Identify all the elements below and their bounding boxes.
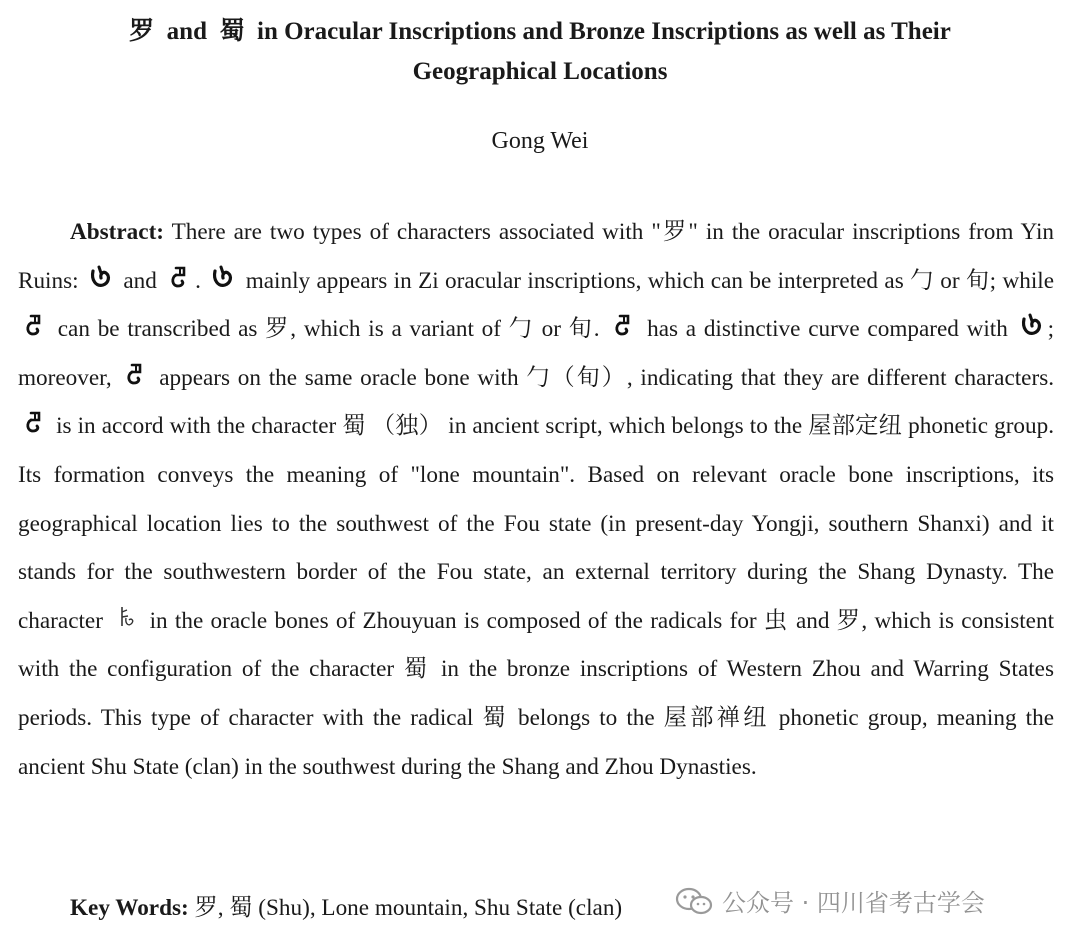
oracle-glyph-b-icon <box>122 361 148 387</box>
abstract-text-1: There are two types of characters associated with "罗" in the oracular inscriptions from Yin Ruins: <box>18 219 1054 294</box>
author-name: Gong Wei <box>491 128 589 154</box>
title-and: and <box>166 18 207 45</box>
abstract-text-8: appears on the same oracle bone with 勹（旬）, indicating that they are different characters. <box>159 364 1055 391</box>
abstract-label: Abstract: <box>70 219 165 245</box>
keywords-label: Key Words: <box>70 895 189 921</box>
abstract-text-10: in the oracle bones of Zhouyuan is composed of the radicals for 虫 and 罗, which is consistent with the configuration of the character 蜀 in the bronze inscriptions of Western Zhou and Warring States periods. This type of character with the radical 蜀 belongs to the 屋部禅纽 phonetic group, meaning the ancient Shu State (clan) in the southwest during the Shang and Zhou Dynasties. <box>18 607 1055 780</box>
wechat-icon <box>674 886 714 916</box>
title-char-1: 罗 <box>129 18 155 45</box>
abstract-text-5: can be transcribed as 罗, which is a variant of 勹 or 旬. <box>57 316 600 343</box>
abstract-text-2: and <box>123 267 157 294</box>
title-char-2: 蜀 <box>219 18 245 45</box>
oracle-glyph-b-icon <box>21 409 47 435</box>
abstract-paragraph <box>18 208 1054 791</box>
abstract-text-6: has a distinctive curve compared with <box>647 316 1008 343</box>
abstract-text-3: . <box>195 267 201 294</box>
oracle-glyph-b-icon <box>610 312 636 338</box>
watermark-text: 公众号 · 四川省考古学会 <box>722 889 985 917</box>
abstract-text-4: mainly appears in Zi oracular inscriptions, which can be interpreted as 勹 or 旬; while <box>245 267 1055 294</box>
oracle-glyph-b-icon <box>21 312 47 338</box>
oracle-glyph-a-icon <box>210 264 236 290</box>
keywords-line <box>70 888 622 922</box>
abstract-text-9: is in accord with the character 蜀 （独） in ancient script, which belongs to the 屋部定纽 phonetic group. Its formation conveys the meaning of "lone mountain". Based on relevant oracle bone inscriptions, its geographical location lies to the southwest of the Fou state (in present-day Yongji, southern Shanxi) and it stands for the southwestern border of the Fou state, an external territory during the Shang Dynasty. The character <box>18 413 1054 634</box>
abstract-text-7: ; moreover, <box>18 316 1055 391</box>
keywords-text: 罗, 蜀 (Shu), Lone mountain, Shu State (clan) <box>194 895 623 921</box>
paper-title <box>60 12 1020 92</box>
zhouyuan-glyph-icon <box>113 604 139 630</box>
oracle-glyph-a-icon <box>88 264 114 290</box>
watermark <box>670 883 989 918</box>
oracle-glyph-a-icon <box>1019 312 1045 338</box>
oracle-glyph-b-icon <box>166 264 192 290</box>
title-rest: in Oracular Inscriptions and Bronze Inscriptions as well as Their Geographical Locations <box>257 18 951 85</box>
